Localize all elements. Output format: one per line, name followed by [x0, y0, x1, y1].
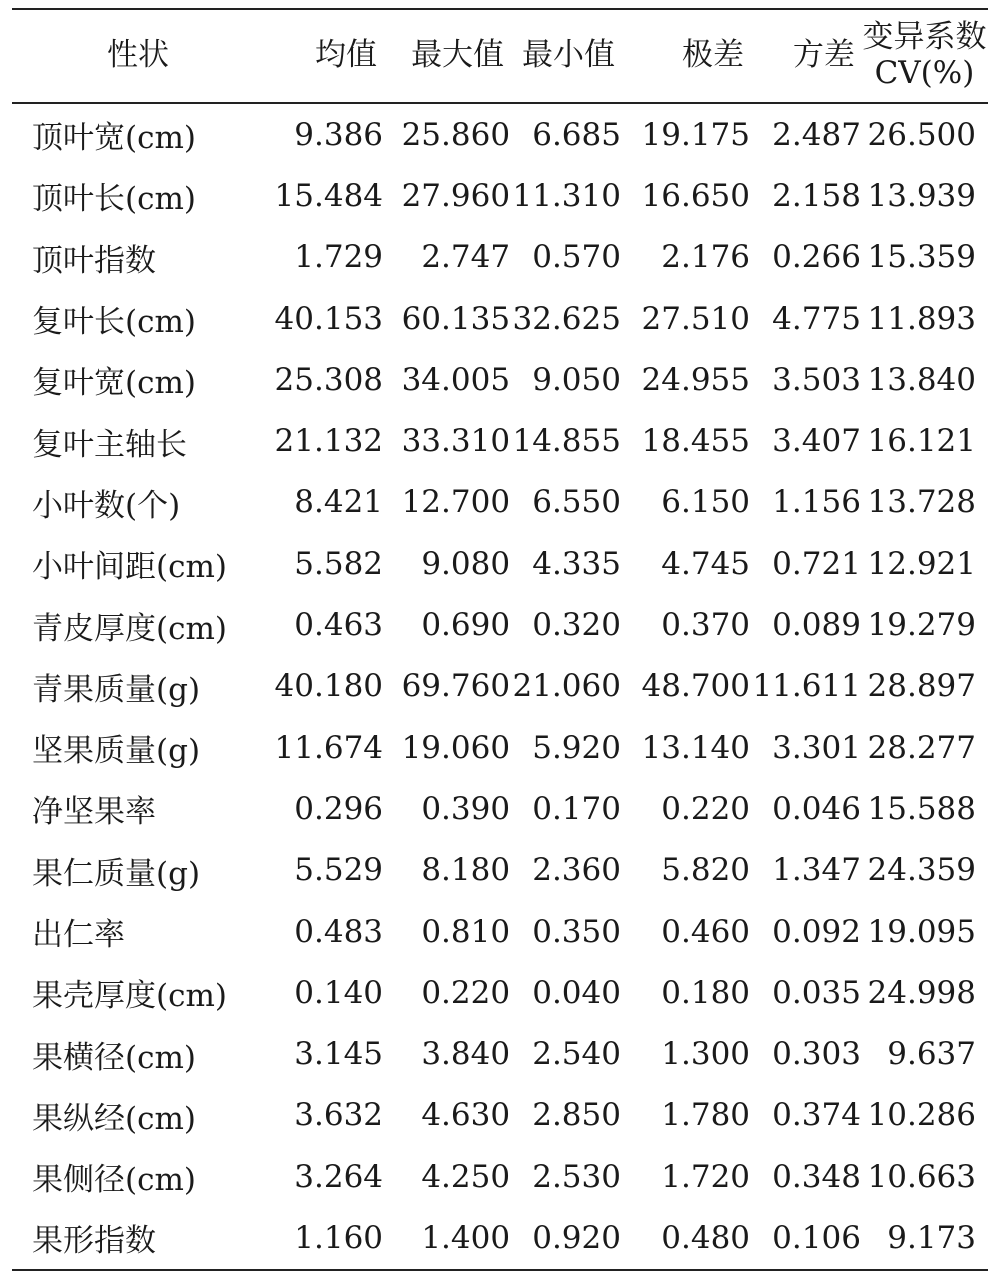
cell-max: 4.250: [421, 1158, 511, 1195]
table-row: [12, 778, 988, 839]
cell-cv: 13.939: [867, 177, 976, 214]
cell-variance: 0.089: [772, 607, 861, 644]
cell-trait: 青果质量(g): [32, 671, 201, 708]
header-max: 最大值: [411, 37, 505, 74]
cell-max: 25.860: [401, 116, 511, 153]
cell-max: 34.005: [401, 361, 511, 398]
header-cv-line1: 变异系数: [862, 19, 987, 56]
cell-trait: 复叶长(cm): [32, 304, 196, 341]
cell-min: 4.335: [532, 545, 621, 582]
cell-mean: 3.264: [294, 1158, 384, 1195]
header-cv-line2: CV(%): [874, 55, 975, 91]
table-body: [12, 103, 988, 1270]
cell-trait: 果侧径(cm): [32, 1162, 196, 1199]
cell-trait: 顶叶宽(cm): [32, 120, 196, 157]
table-row: [12, 1085, 988, 1146]
cell-max: 69.760: [401, 668, 511, 705]
cell-max: 0.390: [421, 790, 511, 827]
cell-variance: 1.347: [772, 852, 861, 889]
cell-cv: 28.897: [867, 668, 976, 705]
cell-trait: 小叶间距(cm): [32, 549, 227, 586]
cell-trait: 果壳厚度(cm): [32, 978, 227, 1015]
cell-mean: 1.729: [294, 239, 384, 276]
cell-cv: 24.359: [867, 852, 976, 889]
cell-cv: 9.637: [887, 1036, 976, 1073]
cell-range: 0.220: [661, 790, 751, 827]
cell-min: 2.540: [532, 1036, 621, 1073]
cell-variance: 0.092: [772, 913, 861, 950]
table-header: [12, 9, 988, 103]
table-row: [12, 288, 988, 349]
cell-mean: 11.674: [274, 729, 384, 766]
cell-mean: 3.632: [294, 1097, 384, 1134]
header-row: [12, 9, 988, 103]
cell-min: 9.050: [532, 361, 621, 398]
cell-trait: 复叶主轴长: [32, 426, 187, 463]
cell-variance: 0.266: [772, 239, 861, 276]
cell-max: 33.310: [401, 423, 511, 460]
table-row: [12, 840, 988, 901]
cell-variance: 1.156: [772, 484, 861, 521]
cell-max: 60.135: [401, 300, 511, 337]
header-variance: 方差: [792, 37, 855, 74]
table-row: [12, 472, 988, 533]
cell-variance: 0.374: [772, 1097, 861, 1134]
cell-min: 6.550: [532, 484, 621, 521]
cell-cv: 15.359: [867, 239, 976, 276]
table-row: [12, 901, 988, 962]
table-row: [12, 349, 988, 410]
cell-trait: 坚果质量(g): [32, 733, 201, 770]
header-min: 最小值: [521, 37, 615, 74]
cell-variance: 0.348: [772, 1158, 861, 1195]
cell-variance: 3.503: [772, 361, 861, 398]
cell-max: 2.747: [421, 239, 511, 276]
table-row: [12, 533, 988, 594]
table-row: [12, 594, 988, 655]
cell-range: 0.180: [661, 974, 751, 1011]
cell-range: 24.955: [641, 361, 751, 398]
cell-max: 9.080: [421, 545, 511, 582]
cell-cv: 10.663: [867, 1158, 976, 1195]
cell-min: 0.320: [532, 607, 621, 644]
header-trait: 性状: [107, 37, 170, 74]
cell-min: 0.570: [532, 239, 621, 276]
cell-max: 27.960: [401, 177, 511, 214]
cell-range: 18.455: [641, 423, 751, 460]
cell-range: 1.300: [661, 1036, 751, 1073]
cell-trait: 顶叶指数: [32, 242, 156, 279]
cell-range: 2.176: [661, 239, 751, 276]
cell-mean: 5.582: [294, 545, 384, 582]
cell-mean: 5.529: [294, 852, 384, 889]
cell-min: 0.040: [532, 974, 621, 1011]
cell-variance: 11.611: [752, 668, 861, 705]
cell-min: 2.850: [532, 1097, 621, 1134]
trait-statistics-table-container: [12, 8, 988, 1271]
header-cv: [861, 9, 988, 103]
cell-range: 1.780: [661, 1097, 751, 1134]
cell-min: 5.920: [532, 729, 621, 766]
cell-cv: 24.998: [867, 974, 976, 1011]
cell-mean: 40.180: [274, 668, 384, 705]
cell-min: 32.625: [512, 300, 621, 337]
cell-range: 13.140: [641, 729, 751, 766]
cell-mean: 8.421: [294, 484, 384, 521]
cell-cv: 13.728: [867, 484, 976, 521]
cell-mean: 40.153: [274, 300, 384, 337]
table-row: [12, 962, 988, 1023]
table-row: [12, 410, 988, 471]
cell-cv: 26.500: [867, 116, 976, 153]
cell-mean: 0.483: [294, 913, 384, 950]
cell-cv: 12.921: [867, 545, 976, 582]
cell-trait: 小叶数(个): [32, 487, 181, 524]
cell-mean: 0.296: [294, 790, 384, 827]
cell-mean: 0.140: [294, 974, 384, 1011]
cell-range: 0.460: [661, 913, 751, 950]
cell-cv: 15.588: [867, 790, 976, 827]
cell-max: 8.180: [421, 852, 511, 889]
cell-cv: 9.173: [887, 1219, 976, 1256]
cell-mean: 15.484: [274, 177, 384, 214]
cell-min: 2.530: [532, 1158, 621, 1195]
cell-range: 16.650: [641, 177, 751, 214]
cell-cv: 19.095: [867, 913, 976, 950]
cell-max: 4.630: [421, 1097, 511, 1134]
cell-trait: 果形指数: [32, 1223, 156, 1260]
cell-max: 19.060: [401, 729, 511, 766]
table-row: [12, 717, 988, 778]
cell-mean: 3.145: [294, 1036, 384, 1073]
cell-variance: 2.487: [772, 116, 861, 153]
cell-variance: 4.775: [772, 300, 861, 337]
cell-mean: 25.308: [274, 361, 384, 398]
cell-trait: 净坚果率: [32, 794, 156, 831]
cell-range: 27.510: [641, 300, 751, 337]
cell-trait: 果横径(cm): [32, 1039, 196, 1076]
header-range: 极差: [682, 37, 745, 74]
cell-range: 0.370: [661, 607, 751, 644]
cell-trait: 复叶宽(cm): [32, 365, 196, 402]
cell-trait: 果纵经(cm): [32, 1100, 196, 1137]
cell-mean: 0.463: [294, 607, 384, 644]
cell-range: 48.700: [641, 668, 751, 705]
cell-mean: 1.160: [294, 1219, 384, 1256]
cell-cv: 10.286: [867, 1097, 976, 1134]
table-row: [12, 656, 988, 717]
cell-max: 0.220: [421, 974, 511, 1011]
cell-mean: 9.386: [294, 116, 384, 153]
cell-range: 5.820: [661, 852, 751, 889]
cell-min: 11.310: [512, 177, 621, 214]
cell-variance: 2.158: [772, 177, 861, 214]
table-row: [12, 103, 988, 165]
table-row: [12, 1146, 988, 1207]
cell-trait: 顶叶长(cm): [32, 181, 196, 218]
cell-max: 3.840: [421, 1036, 511, 1073]
cell-max: 12.700: [401, 484, 511, 521]
cell-max: 0.810: [421, 913, 511, 950]
cell-variance: 0.303: [772, 1036, 861, 1073]
cell-max: 0.690: [421, 607, 511, 644]
cell-trait: 青皮厚度(cm): [32, 610, 227, 647]
header-mean: 均值: [315, 37, 378, 74]
cell-variance: 3.301: [772, 729, 861, 766]
cell-min: 0.350: [532, 913, 621, 950]
table-row: [12, 1023, 988, 1084]
cell-variance: 3.407: [772, 423, 861, 460]
cell-range: 1.720: [661, 1158, 751, 1195]
cell-trait: 出仁率: [32, 917, 125, 953]
cell-min: 0.920: [532, 1219, 621, 1256]
cell-variance: 0.035: [772, 974, 861, 1011]
cell-cv: 13.840: [867, 361, 976, 398]
cell-cv: 11.893: [867, 300, 976, 337]
cell-range: 19.175: [641, 116, 751, 153]
cell-variance: 0.721: [772, 545, 861, 582]
cell-cv: 19.279: [867, 607, 976, 644]
cell-trait: 果仁质量(g): [32, 855, 201, 892]
cell-mean: 21.132: [274, 423, 384, 460]
trait-statistics-table: [12, 8, 988, 1271]
cell-cv: 16.121: [867, 423, 976, 460]
cell-range: 0.480: [661, 1219, 751, 1256]
table-row: [12, 227, 988, 288]
cell-variance: 0.106: [772, 1219, 861, 1256]
cell-max: 1.400: [421, 1219, 511, 1256]
table-row: [12, 165, 988, 226]
cell-variance: 0.046: [772, 790, 861, 827]
cell-min: 21.060: [512, 668, 621, 705]
cell-min: 14.855: [512, 423, 621, 460]
cell-range: 4.745: [661, 545, 751, 582]
cell-min: 6.685: [532, 116, 621, 153]
table-row: [12, 1207, 988, 1269]
cell-range: 6.150: [661, 484, 751, 521]
cell-min: 2.360: [532, 852, 621, 889]
cell-min: 0.170: [532, 790, 621, 827]
cell-cv: 28.277: [867, 729, 976, 766]
